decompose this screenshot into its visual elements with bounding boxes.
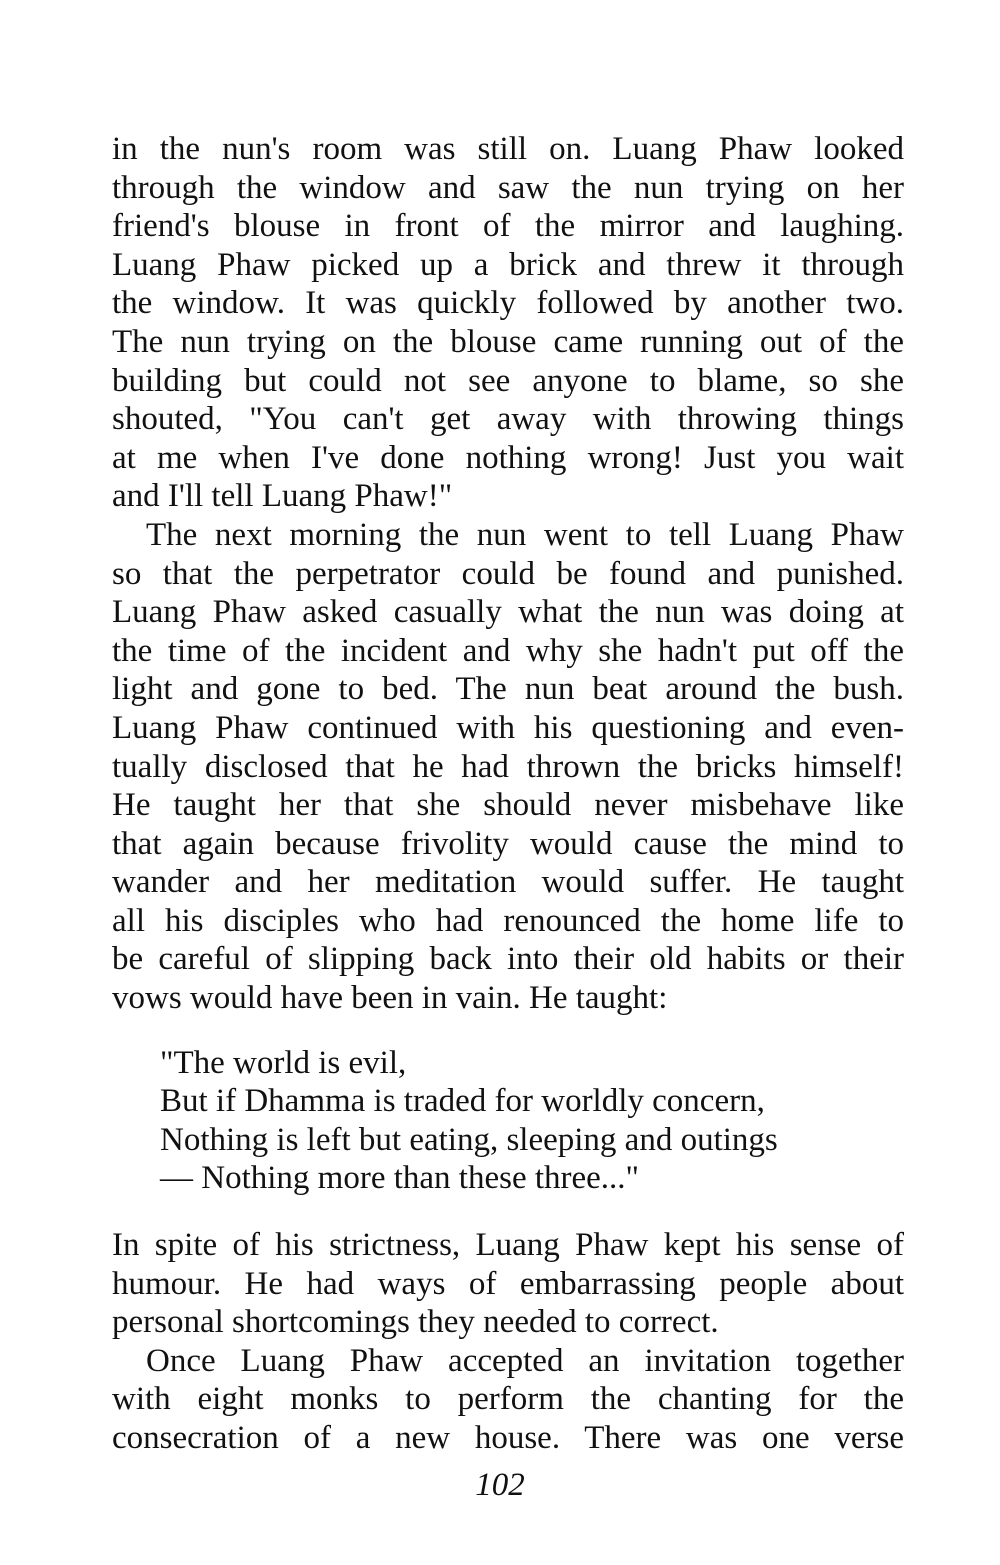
text-line: all his disciples who had renounced the home life to	[112, 902, 904, 939]
text-line: Luang Phaw continued with his questioning and even-	[112, 709, 904, 746]
text-line: at me when I've done nothing wrong! Just you wait	[112, 439, 904, 476]
text-line: The next morning the nun went to tell Luang Phaw	[146, 516, 904, 553]
text-line: and I'll tell Luang Phaw!"	[112, 478, 453, 515]
verse-line: Nothing is left but eating, sleeping and outings	[160, 1121, 778, 1158]
verse-line: — Nothing more than these three..."	[160, 1160, 640, 1197]
verse-quote	[112, 1044, 904, 1198]
text-line: so that the perpetrator could be found and punished.	[112, 555, 904, 592]
text-line: that again because frivolity would cause the mind to	[112, 825, 904, 862]
text-line: building but could not see anyone to blame, so she	[112, 362, 904, 399]
page-number: 102	[475, 1467, 525, 1503]
text-line: friend's blouse in front of the mirror and laughing.	[112, 208, 904, 245]
text-line: be careful of slipping back into their old habits or their	[112, 941, 904, 978]
text-line: consecration of a new house. There was one verse	[112, 1420, 904, 1456]
text-line: shouted, "You can't get away with throwing things	[112, 401, 904, 438]
paragraph-3	[112, 1226, 904, 1342]
text-line: the time of the incident and why she hadn't put off the	[112, 632, 904, 669]
text-line: Luang Phaw asked casually what the nun was doing at	[112, 594, 904, 631]
text-line: vows would have been in vain. He taught:	[112, 980, 668, 1017]
body-text	[112, 130, 904, 1458]
paragraph-2	[112, 516, 904, 1018]
paragraph-1	[112, 130, 904, 516]
verse-line: "The world is evil,	[160, 1044, 407, 1081]
text-line: humour. He had ways of embarrassing people about	[112, 1265, 904, 1302]
text-line: with eight monks to perform the chanting for the	[112, 1381, 904, 1418]
text-line: In spite of his strictness, Luang Phaw kept his sense of	[112, 1227, 904, 1264]
text-line: light and gone to bed. The nun beat around the bush.	[112, 671, 904, 708]
text-line: in the nun's room was still on. Luang Phaw looked	[112, 131, 904, 167]
paragraph-4	[112, 1342, 904, 1458]
text-line: wander and her meditation would suffer. He taught	[112, 864, 904, 901]
text-line: through the window and saw the nun trying on her	[112, 169, 904, 206]
text-line: Luang Phaw picked up a brick and threw it through	[112, 246, 904, 283]
text-line: The nun trying on the blouse came running out of the	[112, 323, 904, 360]
text-line: Once Luang Phaw accepted an invitation together	[146, 1342, 904, 1379]
text-line: tually disclosed that he had thrown the bricks himself!	[112, 748, 904, 785]
text-line: the window. It was quickly followed by another two.	[112, 285, 904, 322]
text-line: personal shortcomings they needed to correct.	[112, 1304, 719, 1341]
verse-line: But if Dhamma is traded for worldly concern,	[160, 1083, 765, 1120]
text-line: He taught her that she should never misbehave like	[112, 787, 904, 824]
